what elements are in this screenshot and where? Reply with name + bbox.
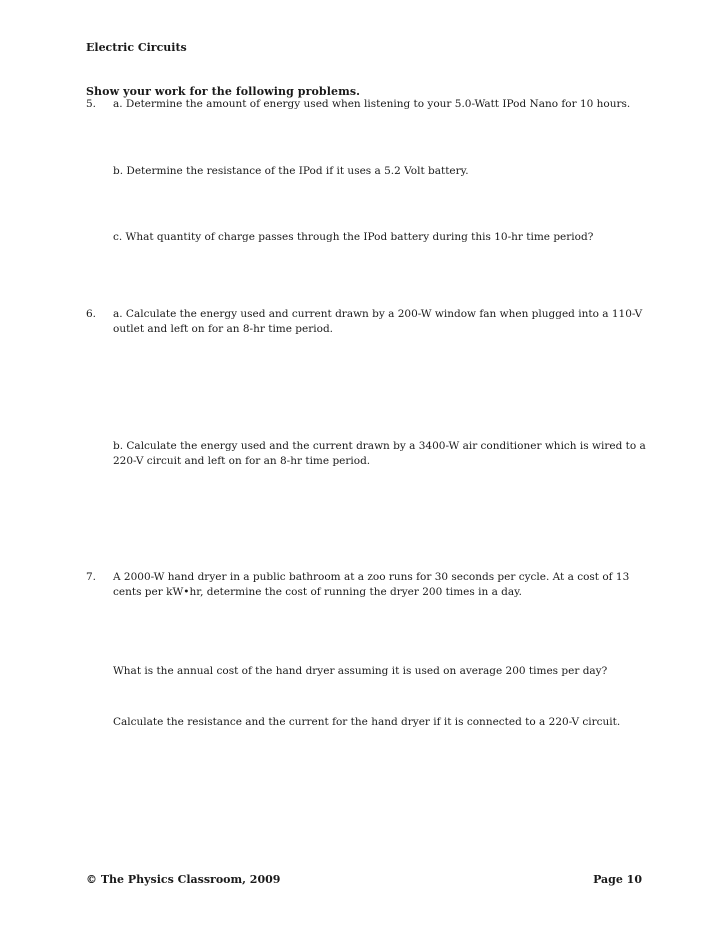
instructions-text: Show your work for the following problems. (86, 85, 361, 98)
problem-7-resistance-text: Calculate the resistance and the current for the hand dryer if it is connected to a 220-V circuit. (113, 716, 621, 728)
problem-5-number: 5. (86, 98, 97, 110)
problem-6b-line-2: 220-V circuit and left on for an 8-hr time period. (113, 455, 371, 467)
footer-page-number: Page 10 (593, 873, 642, 886)
problem-6a-line-2: outlet and left on for an 8-hr time period. (113, 323, 334, 335)
problem-5a-text: a. Determine the amount of energy used when listening to your 5.0-Watt IPod Nano for 10 hours. (113, 98, 631, 110)
page-title: Electric Circuits (86, 41, 187, 54)
problem-6b-line-1: b. Calculate the energy used and the current drawn by a 3400-W air conditioner which is wired to a (113, 440, 646, 452)
problem-5c-text: c. What quantity of charge passes through the IPod battery during this 10-hr time period? (113, 231, 594, 243)
problem-7-annual-cost-text: What is the annual cost of the hand dryer assuming it is used on average 200 times per day? (113, 665, 608, 677)
problem-7-line-2: cents per kW•hr, determine the cost of running the dryer 200 times in a day. (113, 586, 523, 598)
problem-5b-text: b. Determine the resistance of the IPod if it uses a 5.2 Volt battery. (113, 165, 469, 177)
problem-7-line-1: A 2000-W hand dryer in a public bathroom at a zoo runs for 30 seconds per cycle. At a cost of 13 (113, 571, 630, 583)
problem-7-number: 7. (86, 571, 97, 583)
problem-6a-line-1: a. Calculate the energy used and current drawn by a 200-W window fan when plugged into a 110-V (113, 308, 643, 320)
problem-6-number: 6. (86, 308, 97, 320)
footer-copyright: © The Physics Classroom, 2009 (86, 873, 281, 886)
